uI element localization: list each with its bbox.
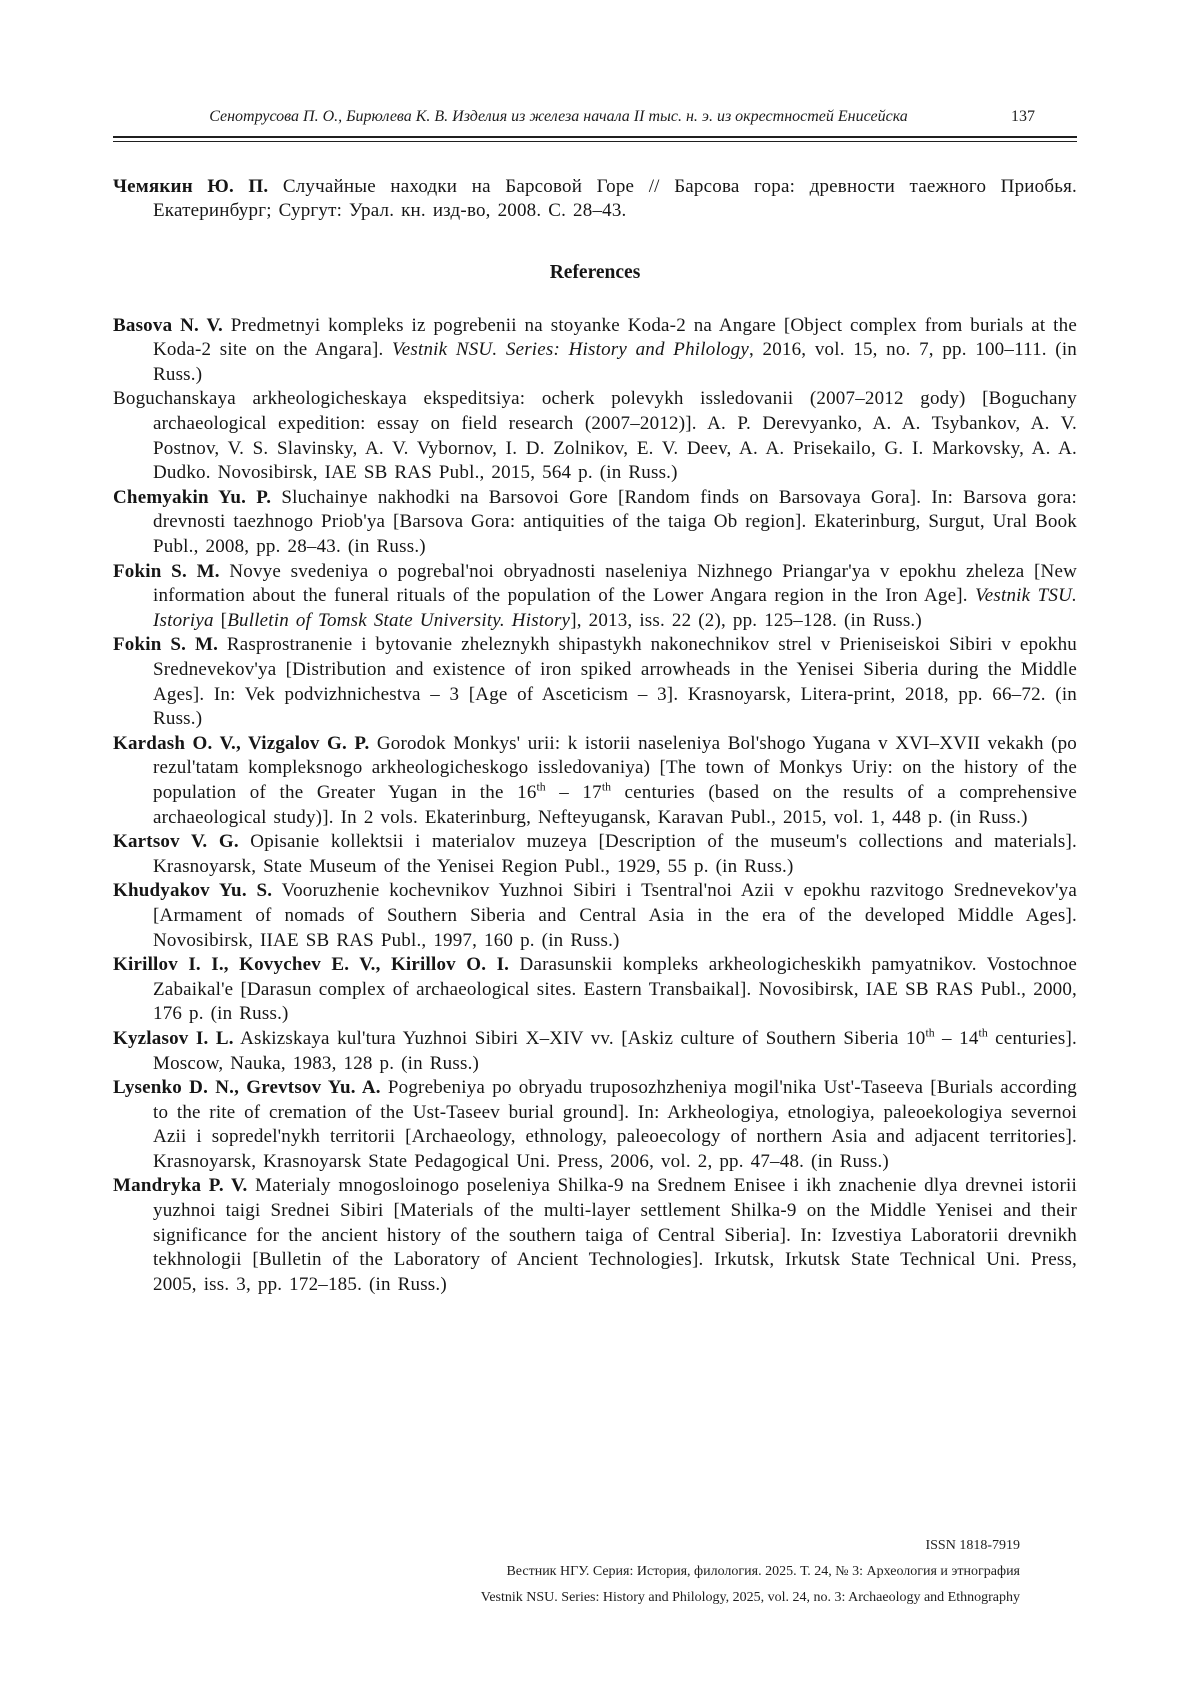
- reference-entry: [113, 633, 1077, 731]
- ref-segment-bold: Lysenko D. N., Grevtsov Yu. A.: [113, 1077, 381, 1099]
- ref-segment-normal: centuries (based on the results of a comprehensive archaeological study)]. In 2 vols. Ekaterinburg, Nefteyugansk, Karavan Publ., 2015, vol. 1, 448 p. (in Russ.): [153, 781, 1077, 828]
- reference-entry: [113, 387, 1077, 485]
- ref-segment-normal: ], 2013, iss. 22 (2), pp. 125–128. (in Russ.): [570, 609, 922, 631]
- russian-reference-list: [113, 175, 1077, 224]
- references-heading: References: [549, 261, 641, 283]
- reference-entry: [113, 953, 1077, 1027]
- ref-segment-italic: Vestnik TSU. Istoriya: [153, 585, 1077, 631]
- ref-segment-normal: Случайные находки на Барсовой Горе // Барсова гора: древности таежного Приобья. Екатеринбург; Сургут: Урал. кн. изд-во, 2008. С. 28–43.: [153, 175, 1077, 222]
- reference-entry: [113, 175, 1077, 224]
- ref-segment-bold: Kyzlasov I. L.: [113, 1027, 234, 1049]
- reference-entry: [113, 732, 1077, 830]
- reference-entry: [113, 486, 1077, 560]
- ref-segment-normal: – 14: [934, 1027, 979, 1049]
- ref-segment-bold: Basova N. V.: [113, 314, 223, 336]
- ref-segment-normal: Opisanie kollektsii i materialov muzeya [Description of the museum's collections and materials]. Krasnoyarsk, State Museum of the Yenisei Region Publ., 1929, 55 p. (in Russ.): [153, 831, 1077, 877]
- ref-segment-normal: , 2016, vol. 15, no. 7, pp. 100–111. (in Russ.): [153, 339, 1078, 385]
- reference-list: [113, 314, 1077, 1298]
- reference-entry: [113, 560, 1077, 634]
- reference-entry: [113, 1174, 1077, 1297]
- ref-segment-normal: Predmetnyi kompleks iz pogrebenii na stoyanke Koda-2 na Angare [Object complex from burials at the Koda-2 site on the Angara].: [153, 314, 1077, 361]
- ref-segment-normal: Vooruzhenie kochevnikov Yuzhnoi Sibiri i Tsentral'noi Azii v epokhu razvitogo Srednevekov'ya [Armament of nomads of Southern Siberia and Central Asia in the era of the developed Middle Ages]. Novosibirsk, IIAE SB RAS Publ., 1997, 160 p. (in Russ.): [153, 880, 1077, 951]
- ref-segment-normal: Sluchainye nakhodki na Barsovoi Gore [Random finds on Barsovaya Gora]. In: Barsova gora: drevnosti taezhnogo Priob'ya [Barsova Gora: antiquities of the taiga Ob region]. Ekaterinburg, Surgut, Ural Book Publ., 2008, pp. 28–43. (in Russ.): [153, 486, 1077, 558]
- ref-segment-normal: Boguchanskaya arkheologicheskaya ekspeditsiya: ocherk polevykh issledovanii (2007–2012 gody) [Boguchany archaeological expedition: essay on field research (2007–2012)]. A. P. Derevyanko, A. A. Tsybankov, A. V. Postnov, V. S. Slavinsky, A. V. Vybornov, I. D. Zolnikov, E. V. Deev, A. A. Prisekailo, G. I. Markovsky, A. A. Dudko. Novosibirsk, IAE SB RAS Publ., 2015, 564 p. (in Russ.): [113, 388, 1077, 484]
- ref-segment-normal: [: [213, 609, 228, 631]
- ref-segment-sup: th: [536, 780, 546, 794]
- ref-segment-normal: Gorodok Monkys' urii: k istorii naseleniya Bol'shogo Yugana v XVI–XVII vekakh (po rezul'tatam kompleksnogo arkheologicheskogo issledovaniya) [The town of Monkys Uriy: on the history of the population of the Greater Yugan in the 16: [153, 732, 1077, 803]
- header-rule: [113, 136, 1077, 142]
- ref-segment-bold: Fokin S. M.: [113, 634, 219, 656]
- page-footer: [481, 1533, 1020, 1611]
- running-head-line: [113, 106, 1077, 130]
- ref-segment-sup: th: [925, 1026, 935, 1040]
- ref-segment-normal: Novye svedeniya o pogrebal'noi obryadnosti naseleniya Nizhnego Priangar'ya v epokhu zheleza [New information about the funeral rituals of the population of the Lower Angara region in the Iron Age].: [153, 560, 1078, 607]
- ref-segment-sup: th: [601, 780, 611, 794]
- ref-segment-normal: Rasprostranenie i bytovanie zheleznykh shipastykh nakonechnikov strel v Prieniseiskoi Sibiri v epokhu Srednevekov'ya [Distribution and existence of iron spiked arrowheads in the Yenisei Siberia during the Middle Ages]. In: Vek podvizhnichestva – 3 [Age of Asceticism – 3]. Krasnoyarsk, Litera-print, 2018, pp. 66–72. (in Russ.): [153, 634, 1077, 730]
- ref-segment-bold: Fokin S. M.: [113, 560, 220, 582]
- ref-segment-italic: Vestnik NSU. Series: History and Philology: [392, 339, 749, 361]
- ref-segment-bold: Kartsov V. G.: [113, 831, 239, 853]
- ref-segment-bold: Chemyakin Yu. P.: [113, 486, 272, 508]
- reference-entry: [113, 830, 1077, 879]
- ref-segment-bold: Kirillov I. I., Kovychev E. V., Kirillov O. I.: [113, 954, 510, 976]
- references-section: [113, 175, 1077, 1298]
- ref-segment-normal: centuries]. Moscow, Nauka, 1983, 128 p. (in Russ.): [153, 1027, 1077, 1074]
- reference-entry: [113, 1027, 1077, 1076]
- running-title: Сенотрусова П. О., Бирюлева К. В. Изделия из железа начала II тыс. н. э. из окрестностей Енисейска: [209, 108, 908, 125]
- footer-citation-en: Vestnik NSU. Series: History and Philology, 2025, vol. 24, no. 3: Archaeology and Ethnography: [480, 1590, 1020, 1605]
- ref-segment-bold: Khudyakov Yu. S.: [113, 880, 273, 902]
- reference-entry: [113, 314, 1077, 388]
- ref-segment-normal: Darasunskii kompleks arkheologicheskikh pamyatnikov. Vostochnoe Zabaikal'e [Darasun complex of archaeological sites. Eastern Transbaikal]. Novosibirsk, IAE SB RAS Publ., 2000, 176 p. (in Russ.): [153, 954, 1077, 1025]
- ref-segment-normal: Pogrebeniya po obryadu truposozhzheniya mogil'nika Ust'-Taseeva [Burials according to the rite of cremation of the Ust-Taseev burial ground]. In: Arkheologiya, etnologiya, paleoekologiya severnoi Azii i sopredel'nykh territorii [Archaeology, ethnology, paleoecology of northern Asia and adjacent territories]. Krasnoyarsk, Krasnoyarsk State Pedagogical Uni. Press, 2006, vol. 2, pp. 47–48. (in Russ.): [153, 1077, 1078, 1172]
- ref-segment-normal: – 17: [545, 781, 602, 803]
- ref-segment-normal: Materialy mnogosloinogo poseleniya Shilka-9 na Srednem Enisee i ikh znachenie dlya drevnei istorii yuzhnoi taigi Srednei Sibiri [Materials of the multi-layer settlement Shilka-9 on the Middle Yenisei and their significance for the ancient history of the southern taiga of Central Siberia]. In: Izvestiya Laboratorii drevnikh tekhnologii [Bulletin of the Laboratory of Ancient Technologies]. Irkutsk, Irkutsk State Technical Uni. Press, 2005, iss. 3, pp. 172–185. (in Russ.): [153, 1175, 1077, 1295]
- footer-issn: ISSN 1818-7919: [925, 1538, 1020, 1553]
- reference-entry: [113, 879, 1077, 953]
- ref-segment-bold: Mandryka P. V.: [113, 1175, 248, 1197]
- page-number: 137: [1011, 108, 1035, 125]
- running-header: [113, 106, 1077, 142]
- ref-segment-italic: Bulletin of Tomsk State University. History: [227, 609, 571, 631]
- ref-segment-bold: Чемякин Ю. П.: [113, 175, 269, 197]
- ref-segment-sup: th: [978, 1026, 988, 1040]
- reference-entry: [113, 1076, 1077, 1174]
- ref-segment-normal: Askizskaya kul'tura Yuzhnoi Sibiri X–XIV vv. [Askiz culture of Southern Siberia 10: [233, 1027, 926, 1049]
- footer-citation-ru: Вестник НГУ. Серия: История, филология. 2025. Т. 24, № 3: Археология и этнография: [506, 1564, 1020, 1579]
- ref-segment-bold: Kardash O. V., Vizgalov G. P.: [113, 732, 370, 754]
- text-block: [113, 0, 1077, 1297]
